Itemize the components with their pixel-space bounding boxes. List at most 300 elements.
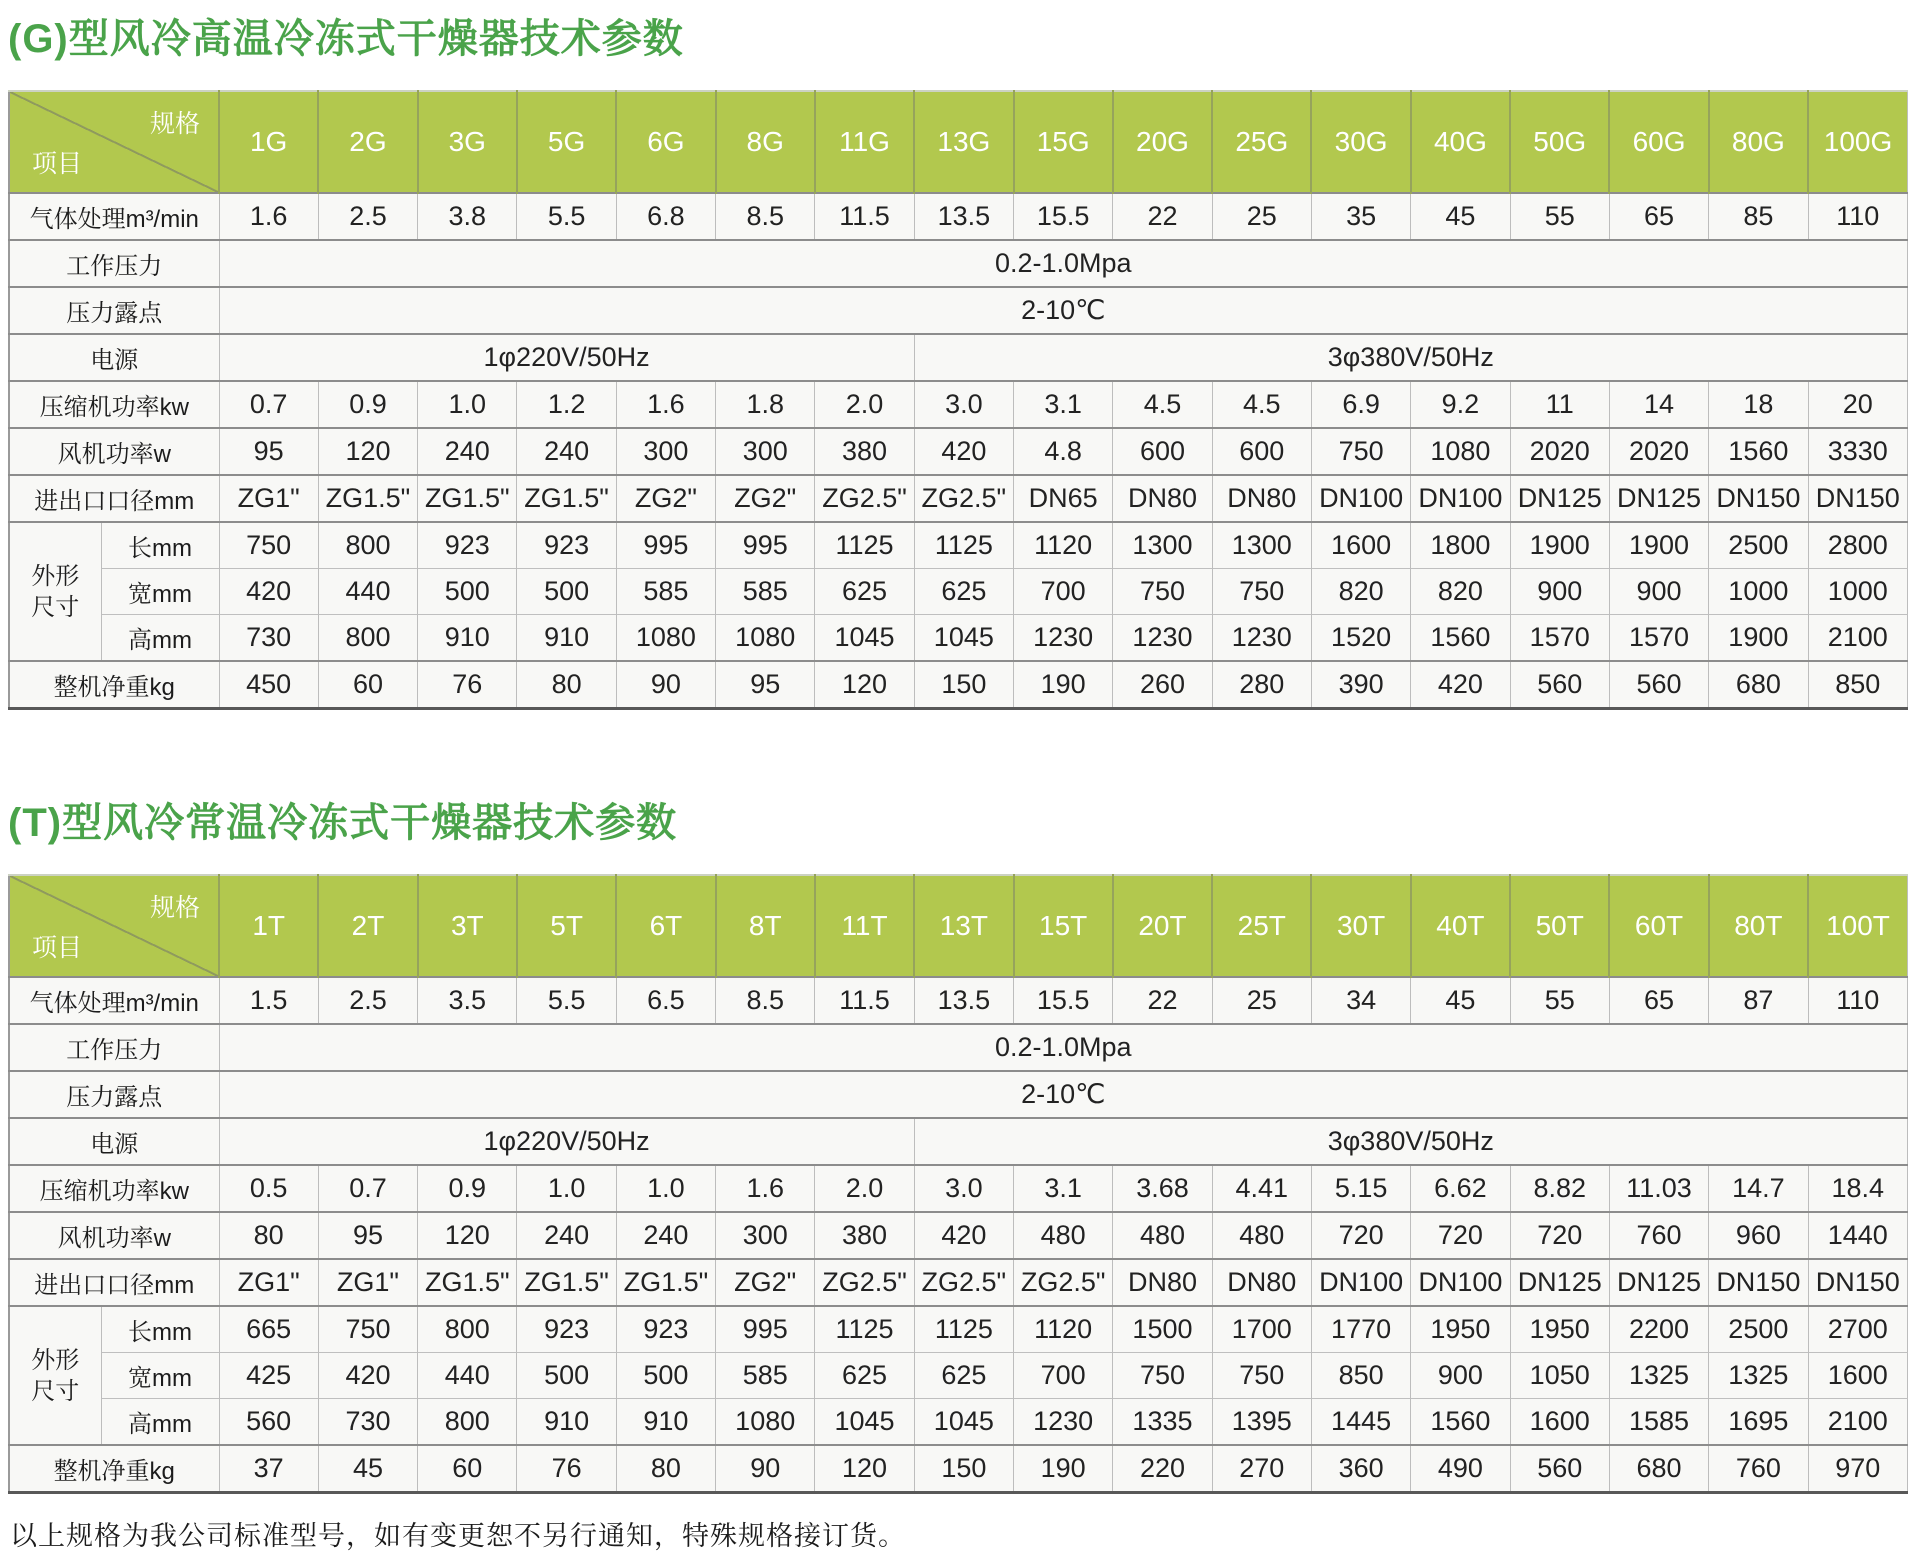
value-cell: 120: [418, 1212, 517, 1259]
value-cell: 6.62: [1411, 1165, 1510, 1212]
value-cell: 1500: [1113, 1306, 1212, 1353]
value-cell: DN125: [1609, 1259, 1708, 1306]
value-cell: 380: [815, 428, 914, 475]
value-cell: 500: [616, 1353, 715, 1399]
value-cell: 500: [517, 1353, 616, 1399]
row-label: 进出口口径mm: [9, 1259, 219, 1306]
value-cell: 15.5: [1014, 977, 1113, 1024]
value-cell: 1.6: [219, 193, 318, 240]
column-header: 3G: [418, 91, 517, 193]
value-cell: 625: [914, 569, 1013, 615]
value-cell: 1230: [1212, 615, 1311, 662]
column-header: 60G: [1609, 91, 1708, 193]
value-cell: 900: [1411, 1353, 1510, 1399]
value-cell: DN150: [1709, 1259, 1808, 1306]
value-cell: 76: [517, 1445, 616, 1493]
column-header: 100T: [1808, 875, 1908, 977]
value-cell: 390: [1311, 661, 1410, 709]
value-cell: 600: [1113, 428, 1212, 475]
value-cell: 800: [318, 615, 417, 662]
row-label: 风机功率w: [9, 428, 219, 475]
value-cell: 25: [1212, 977, 1311, 1024]
value-cell: 65: [1609, 193, 1708, 240]
value-cell: 220: [1113, 1445, 1212, 1493]
value-cell: 35: [1311, 193, 1410, 240]
column-header: 8G: [716, 91, 815, 193]
value-cell: 750: [1311, 428, 1410, 475]
value-cell: 80: [219, 1212, 318, 1259]
value-cell: 0.7: [219, 381, 318, 428]
value-cell: 730: [318, 1399, 417, 1446]
column-header: 1G: [219, 91, 318, 193]
value-cell: 960: [1709, 1212, 1808, 1259]
column-header: 13G: [914, 91, 1013, 193]
merged-value-cell: 1φ220V/50Hz: [219, 334, 914, 381]
spec-table-g-container: [8, 90, 1910, 710]
value-cell: DN80: [1113, 1259, 1212, 1306]
row-label: 气体处理m³/min: [9, 193, 219, 240]
value-cell: 2.5: [318, 193, 417, 240]
value-cell: 9.2: [1411, 381, 1510, 428]
value-cell: 60: [318, 661, 417, 709]
value-cell: 600: [1212, 428, 1311, 475]
value-cell: 750: [1212, 569, 1311, 615]
value-cell: ZG1.5": [418, 475, 517, 522]
value-cell: 1520: [1311, 615, 1410, 662]
value-cell: 3.0: [914, 381, 1013, 428]
value-cell: ZG2": [716, 475, 815, 522]
value-cell: ZG1.5": [418, 1259, 517, 1306]
value-cell: 970: [1808, 1445, 1908, 1493]
value-cell: 2200: [1609, 1306, 1708, 1353]
value-cell: 1230: [1113, 615, 1212, 662]
value-cell: 2.0: [815, 381, 914, 428]
column-header: 50T: [1510, 875, 1609, 977]
value-cell: DN150: [1808, 475, 1908, 522]
value-cell: 1395: [1212, 1399, 1311, 1446]
value-cell: DN100: [1311, 1259, 1410, 1306]
value-cell: 260: [1113, 661, 1212, 709]
value-cell: ZG1": [318, 1259, 417, 1306]
value-cell: 923: [517, 1306, 616, 1353]
value-cell: 18.4: [1808, 1165, 1908, 1212]
value-cell: 1045: [815, 615, 914, 662]
value-cell: 4.8: [1014, 428, 1113, 475]
value-cell: 420: [219, 569, 318, 615]
value-cell: 2500: [1709, 1306, 1808, 1353]
value-cell: 490: [1411, 1445, 1510, 1493]
value-cell: 80: [517, 661, 616, 709]
row-label: 工作压力: [9, 1024, 219, 1071]
value-cell: 665: [219, 1306, 318, 1353]
value-cell: 923: [616, 1306, 715, 1353]
value-cell: 420: [914, 1212, 1013, 1259]
value-cell: 1125: [914, 1306, 1013, 1353]
value-cell: 585: [716, 569, 815, 615]
value-cell: 720: [1510, 1212, 1609, 1259]
value-cell: 585: [616, 569, 715, 615]
footnote: 以上规格为我公司标准型号，如有变更恕不另行通知，特殊规格接订货。: [10, 1521, 906, 1551]
value-cell: DN100: [1411, 475, 1510, 522]
column-header: 11T: [815, 875, 914, 977]
value-cell: 4.5: [1113, 381, 1212, 428]
value-cell: 750: [1212, 1353, 1311, 1399]
value-cell: 6.8: [616, 193, 715, 240]
value-cell: 1700: [1212, 1306, 1311, 1353]
value-cell: 1300: [1212, 522, 1311, 569]
row-label: 整机净重kg: [9, 661, 219, 709]
spec-table-g: [8, 90, 1908, 710]
value-cell: 20: [1808, 381, 1908, 428]
sub-row-label: 宽mm: [101, 1353, 219, 1399]
value-cell: 560: [1609, 661, 1708, 709]
column-header: 80G: [1709, 91, 1808, 193]
value-cell: 22: [1113, 193, 1212, 240]
value-cell: 420: [318, 1353, 417, 1399]
value-cell: 37: [219, 1445, 318, 1493]
value-cell: 1045: [815, 1399, 914, 1446]
value-cell: 0.7: [318, 1165, 417, 1212]
value-cell: 625: [914, 1353, 1013, 1399]
value-cell: 760: [1709, 1445, 1808, 1493]
value-cell: 420: [914, 428, 1013, 475]
row-label: 工作压力: [9, 240, 219, 287]
value-cell: 1080: [616, 615, 715, 662]
value-cell: 750: [1113, 569, 1212, 615]
value-cell: 300: [616, 428, 715, 475]
value-cell: 90: [716, 1445, 815, 1493]
merged-value-cell: 3φ380V/50Hz: [914, 1118, 1907, 1165]
value-cell: 85: [1709, 193, 1808, 240]
column-header: 20T: [1113, 875, 1212, 977]
value-cell: 1.8: [716, 381, 815, 428]
row-label: 电源: [9, 334, 219, 381]
value-cell: 1000: [1709, 569, 1808, 615]
value-cell: 270: [1212, 1445, 1311, 1493]
row-label: 电源: [9, 1118, 219, 1165]
row-label: 进出口口径mm: [9, 475, 219, 522]
spec-table-t: [8, 874, 1908, 1494]
value-cell: 995: [716, 1306, 815, 1353]
value-cell: 820: [1311, 569, 1410, 615]
value-cell: 820: [1411, 569, 1510, 615]
column-header: 25T: [1212, 875, 1311, 977]
value-cell: 800: [418, 1399, 517, 1446]
value-cell: 120: [815, 1445, 914, 1493]
corner-spec-label: 规格: [149, 110, 200, 138]
value-cell: 5.5: [517, 977, 616, 1024]
value-cell: 55: [1510, 977, 1609, 1024]
value-cell: 300: [716, 1212, 815, 1259]
value-cell: 1560: [1411, 615, 1510, 662]
value-cell: 1325: [1609, 1353, 1708, 1399]
value-cell: 560: [1510, 1445, 1609, 1493]
value-cell: ZG1": [219, 1259, 318, 1306]
row-label: 整机净重kg: [9, 1445, 219, 1493]
value-cell: 3.8: [418, 193, 517, 240]
value-cell: DN150: [1808, 1259, 1908, 1306]
sub-row-label: 长mm: [101, 522, 219, 569]
value-cell: 560: [219, 1399, 318, 1446]
merged-value-cell: 2-10℃: [219, 287, 1908, 334]
value-cell: 2020: [1510, 428, 1609, 475]
corner-header-cell: [9, 875, 219, 977]
value-cell: 150: [914, 661, 1013, 709]
value-cell: 5.5: [517, 193, 616, 240]
value-cell: 1440: [1808, 1212, 1908, 1259]
value-cell: 45: [318, 1445, 417, 1493]
value-cell: 95: [219, 428, 318, 475]
value-cell: 1800: [1411, 522, 1510, 569]
value-cell: 480: [1212, 1212, 1311, 1259]
value-cell: 910: [517, 615, 616, 662]
value-cell: 3.1: [1014, 381, 1113, 428]
value-cell: 1125: [815, 522, 914, 569]
value-cell: 190: [1014, 661, 1113, 709]
value-cell: 910: [616, 1399, 715, 1446]
value-cell: ZG2.5": [914, 475, 1013, 522]
value-cell: 1080: [716, 1399, 815, 1446]
value-cell: 2.0: [815, 1165, 914, 1212]
value-cell: 850: [1311, 1353, 1410, 1399]
column-header: 13T: [914, 875, 1013, 977]
merged-value-cell: 1φ220V/50Hz: [219, 1118, 914, 1165]
value-cell: DN80: [1212, 475, 1311, 522]
value-cell: 1570: [1510, 615, 1609, 662]
value-cell: 2020: [1609, 428, 1708, 475]
value-cell: 1445: [1311, 1399, 1410, 1446]
value-cell: 1300: [1113, 522, 1212, 569]
table-title-t: (T)型风冷常温冷冻式干燥器技术参数: [8, 801, 678, 845]
value-cell: 76: [418, 661, 517, 709]
value-cell: ZG2.5": [815, 1259, 914, 1306]
value-cell: ZG1.5": [616, 1259, 715, 1306]
value-cell: 87: [1709, 977, 1808, 1024]
column-header: 15T: [1014, 875, 1113, 977]
value-cell: ZG2.5": [1014, 1259, 1113, 1306]
value-cell: 11: [1510, 381, 1609, 428]
value-cell: 150: [914, 1445, 1013, 1493]
value-cell: 1560: [1411, 1399, 1510, 1446]
column-header: 40G: [1411, 91, 1510, 193]
column-header: 11G: [815, 91, 914, 193]
value-cell: 55: [1510, 193, 1609, 240]
value-cell: 440: [418, 1353, 517, 1399]
value-cell: 1585: [1609, 1399, 1708, 1446]
row-label: 风机功率w: [9, 1212, 219, 1259]
column-header: 60T: [1609, 875, 1708, 977]
value-cell: 95: [318, 1212, 417, 1259]
value-cell: 3.1: [1014, 1165, 1113, 1212]
value-cell: 2100: [1808, 1399, 1908, 1446]
value-cell: DN125: [1510, 475, 1609, 522]
value-cell: 2800: [1808, 522, 1908, 569]
group-row-label-line: 尺寸: [31, 1377, 80, 1405]
column-header: 2G: [318, 91, 417, 193]
value-cell: 120: [815, 661, 914, 709]
group-row-label-line: 尺寸: [31, 593, 80, 621]
column-header: 2T: [318, 875, 417, 977]
value-cell: 1900: [1510, 522, 1609, 569]
column-header: 30T: [1311, 875, 1410, 977]
value-cell: 0.9: [418, 1165, 517, 1212]
value-cell: 45: [1411, 193, 1510, 240]
value-cell: DN100: [1411, 1259, 1510, 1306]
value-cell: ZG1.5": [517, 1259, 616, 1306]
corner-item-label: 项目: [32, 150, 83, 178]
value-cell: 95: [716, 661, 815, 709]
spec-table-t-container: [8, 874, 1910, 1494]
value-cell: 1045: [914, 615, 1013, 662]
group-row-label-line: 外形: [31, 562, 80, 590]
value-cell: 1120: [1014, 522, 1113, 569]
value-cell: 910: [517, 1399, 616, 1446]
value-cell: 1120: [1014, 1306, 1113, 1353]
value-cell: DN125: [1609, 475, 1708, 522]
value-cell: 1770: [1311, 1306, 1410, 1353]
value-cell: 440: [318, 569, 417, 615]
sub-row-label: 高mm: [101, 615, 219, 662]
row-label: 压力露点: [9, 287, 219, 334]
value-cell: 450: [219, 661, 318, 709]
column-header: 6T: [616, 875, 715, 977]
row-label: 气体处理m³/min: [9, 977, 219, 1024]
value-cell: 800: [418, 1306, 517, 1353]
value-cell: ZG2": [616, 475, 715, 522]
value-cell: 380: [815, 1212, 914, 1259]
value-cell: 850: [1808, 661, 1908, 709]
value-cell: 14: [1609, 381, 1708, 428]
value-cell: 720: [1311, 1212, 1410, 1259]
value-cell: 90: [616, 661, 715, 709]
value-cell: 500: [418, 569, 517, 615]
value-cell: 80: [616, 1445, 715, 1493]
value-cell: 900: [1609, 569, 1708, 615]
value-cell: DN80: [1212, 1259, 1311, 1306]
value-cell: 3.5: [418, 977, 517, 1024]
column-header: 15G: [1014, 91, 1113, 193]
value-cell: ZG2.5": [815, 475, 914, 522]
row-label: 压力露点: [9, 1071, 219, 1118]
value-cell: DN125: [1510, 1259, 1609, 1306]
column-header: 3T: [418, 875, 517, 977]
value-cell: 680: [1609, 1445, 1708, 1493]
value-cell: 3.68: [1113, 1165, 1212, 1212]
value-cell: 1600: [1311, 522, 1410, 569]
value-cell: DN150: [1709, 475, 1808, 522]
value-cell: 6.9: [1311, 381, 1410, 428]
value-cell: 995: [616, 522, 715, 569]
value-cell: 1325: [1709, 1353, 1808, 1399]
value-cell: 750: [318, 1306, 417, 1353]
value-cell: 34: [1311, 977, 1410, 1024]
value-cell: 4.41: [1212, 1165, 1311, 1212]
merged-value-cell: 3φ380V/50Hz: [914, 334, 1907, 381]
value-cell: 1230: [1014, 1399, 1113, 1446]
value-cell: 0.9: [318, 381, 417, 428]
sub-row-label: 高mm: [101, 1399, 219, 1446]
value-cell: 1560: [1709, 428, 1808, 475]
value-cell: 1600: [1510, 1399, 1609, 1446]
value-cell: 65: [1609, 977, 1708, 1024]
value-cell: 1050: [1510, 1353, 1609, 1399]
value-cell: 11.5: [815, 193, 914, 240]
table-title-g: (G)型风冷高温冷冻式干燥器技术参数: [8, 17, 684, 61]
value-cell: 750: [219, 522, 318, 569]
value-cell: 1080: [716, 615, 815, 662]
value-cell: 750: [1113, 1353, 1212, 1399]
value-cell: 425: [219, 1353, 318, 1399]
value-cell: 5.15: [1311, 1165, 1410, 1212]
column-header: 25G: [1212, 91, 1311, 193]
value-cell: 280: [1212, 661, 1311, 709]
value-cell: DN65: [1014, 475, 1113, 522]
value-cell: 923: [517, 522, 616, 569]
value-cell: 110: [1808, 193, 1908, 240]
value-cell: 45: [1411, 977, 1510, 1024]
merged-value-cell: 2-10℃: [219, 1071, 1908, 1118]
value-cell: 1000: [1808, 569, 1908, 615]
value-cell: 240: [517, 1212, 616, 1259]
value-cell: 900: [1510, 569, 1609, 615]
value-cell: 910: [418, 615, 517, 662]
row-label: 压缩机功率kw: [9, 381, 219, 428]
value-cell: DN80: [1113, 475, 1212, 522]
value-cell: 1335: [1113, 1399, 1212, 1446]
value-cell: 190: [1014, 1445, 1113, 1493]
value-cell: 1.0: [517, 1165, 616, 1212]
value-cell: 1.2: [517, 381, 616, 428]
merged-value-cell: 0.2-1.0Mpa: [219, 1024, 1908, 1071]
value-cell: 560: [1510, 661, 1609, 709]
value-cell: 1045: [914, 1399, 1013, 1446]
column-header: 80T: [1709, 875, 1808, 977]
value-cell: 2700: [1808, 1306, 1908, 1353]
sub-row-label: 长mm: [101, 1306, 219, 1353]
value-cell: 1.6: [716, 1165, 815, 1212]
column-header: 5G: [517, 91, 616, 193]
column-header: 50G: [1510, 91, 1609, 193]
value-cell: 625: [815, 569, 914, 615]
merged-value-cell: 0.2-1.0Mpa: [219, 240, 1908, 287]
value-cell: 1950: [1510, 1306, 1609, 1353]
value-cell: 0.5: [219, 1165, 318, 1212]
row-label: 压缩机功率kw: [9, 1165, 219, 1212]
value-cell: 360: [1311, 1445, 1410, 1493]
value-cell: 420: [1411, 661, 1510, 709]
value-cell: 4.5: [1212, 381, 1311, 428]
value-cell: 720: [1411, 1212, 1510, 1259]
value-cell: 22: [1113, 977, 1212, 1024]
value-cell: 240: [418, 428, 517, 475]
group-row-label-line: 外形: [31, 1346, 80, 1374]
value-cell: ZG2.5": [914, 1259, 1013, 1306]
value-cell: 995: [716, 522, 815, 569]
value-cell: 6.5: [616, 977, 715, 1024]
value-cell: 700: [1014, 1353, 1113, 1399]
value-cell: 1230: [1014, 615, 1113, 662]
value-cell: ZG2": [716, 1259, 815, 1306]
group-row-label: [9, 522, 101, 661]
column-header: 8T: [716, 875, 815, 977]
value-cell: 110: [1808, 977, 1908, 1024]
value-cell: 60: [418, 1445, 517, 1493]
value-cell: 1.0: [616, 1165, 715, 1212]
value-cell: 1125: [914, 522, 1013, 569]
value-cell: 1.6: [616, 381, 715, 428]
value-cell: 15.5: [1014, 193, 1113, 240]
value-cell: DN100: [1311, 475, 1410, 522]
